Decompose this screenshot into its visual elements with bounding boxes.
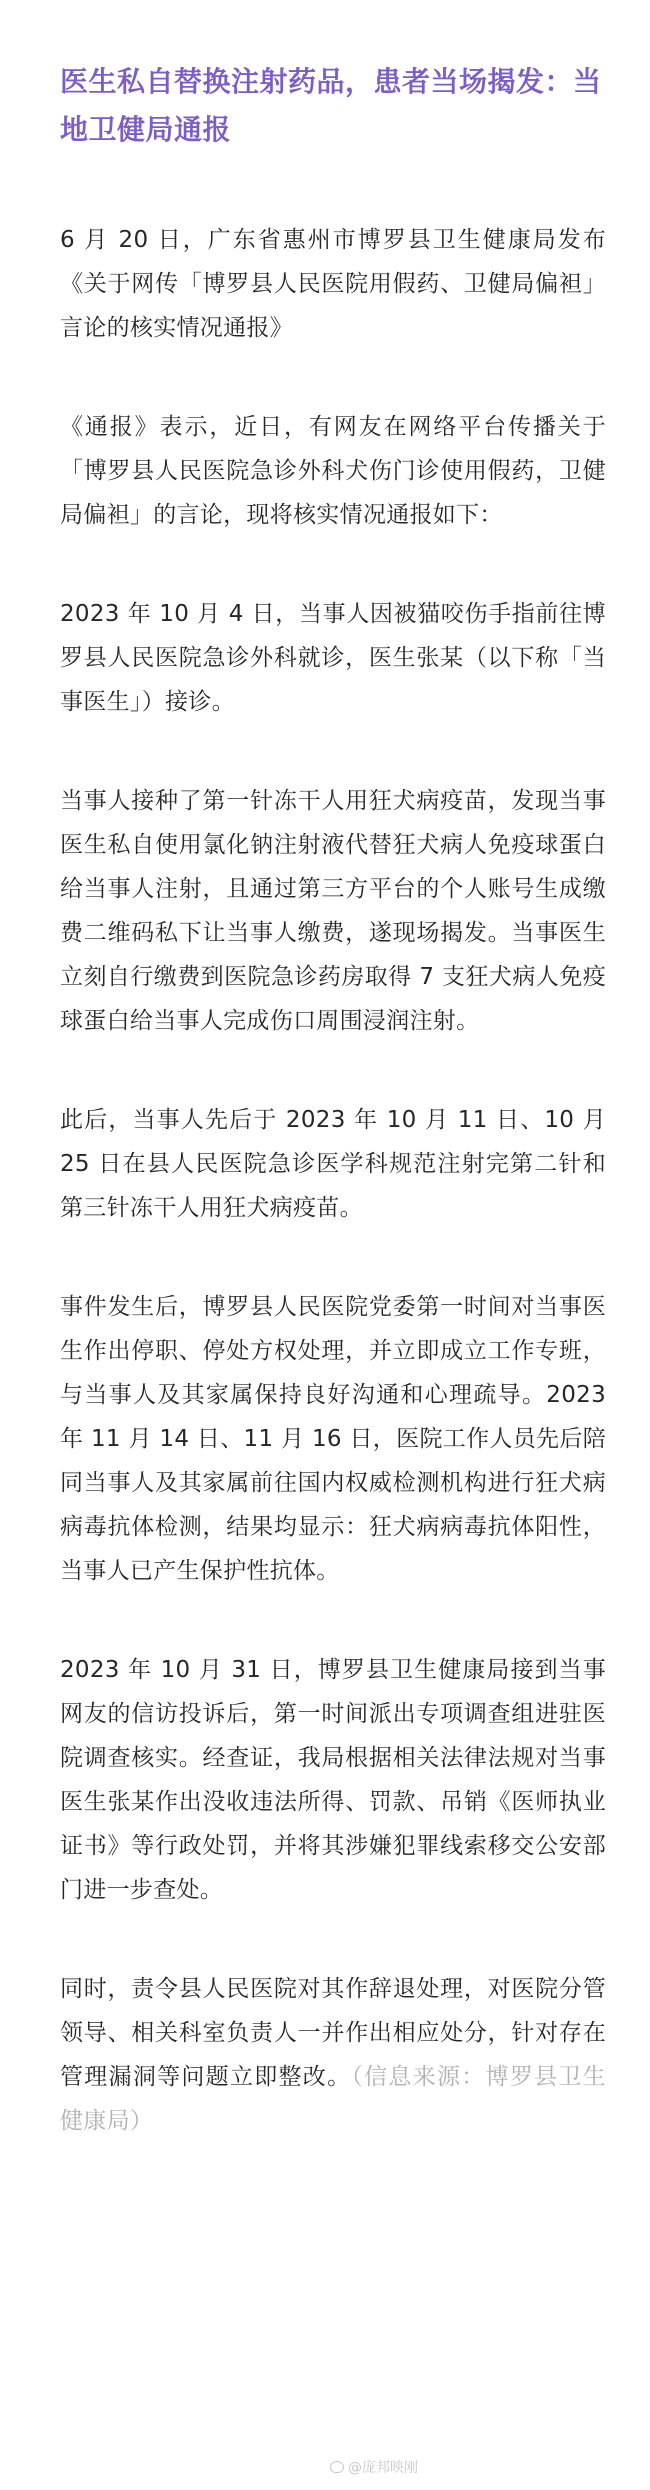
paragraph-4: 当事人接种了第一针冻干人用狂犬病疫苗，发现当事医生私自使用氯化钠注射液代替狂犬病人免疫球蛋白给当事人注射，且通过第三方平台的个人账号生成缴费二维码私下让当事人缴费，遂现场揭发。当事医生立刻自行缴费到医院急诊药房取得 7 支狂犬病人免疫球蛋白给当事人完成伤口周围浸润注射。 [60, 788, 606, 1034]
paragraph-7: 2023 年 10 月 31 日，博罗县卫生健康局接到当事网友的信访投诉后，第一时间派出专项调查组进驻医院调查核实。经查证，我局根据相关法律法规对当事医生张某作出没收违法所得、罚款、吊销《医师执业证书》等行政处罚，并将其涉嫌犯罪线索移交公安部门进一步查处。 [60, 1657, 606, 1903]
paragraph-6: 事件发生后，博罗县人民医院党委第一时间对当事医生作出停职、停处方权处理，并立即成立工作专班，与当事人及其家属保持良好沟通和心理疏导。2023 年 11 月 14 日、11 月 16 日，医院工作人员先后陪同当事人及其家属前往国内权威检测机构进行狂犬病病毒抗体检测，结果均显示：狂犬病病毒抗体阳性，当事人已产生保护性抗体。 [60, 1294, 606, 1584]
article-body [60, 218, 606, 2143]
paragraph-5: 此后，当事人先后于 2023 年 10 月 11 日、10 月 25 日在县人民医院急诊医学科规范注射完第二针和第三针冻干人用狂犬病疫苗。 [60, 1107, 606, 1221]
paragraph-1: 6 月 20 日，广东省惠州市博罗县卫生健康局发布《关于网传「博罗县人民医院用假药、卫健局偏袒」言论的核实情况通报》 [60, 227, 606, 341]
weibo-watermark [330, 2458, 418, 2478]
final-paragraph-text: 同时，责令县人民医院对其作辞退处理，对医院分管领导、相关科室负责人一并作出相应处分，针对存在管理漏洞等问题立即整改。 [60, 1976, 606, 2090]
source-note: （信息来源：博罗县卫生健康局） [60, 2064, 606, 2134]
watermark-text: @庞邦映刚 [348, 2460, 418, 2476]
article-title: 医生私自替换注射药品，患者当场揭发：当地卫健局通报 [60, 65, 602, 146]
paragraph-2: 《通报》表示，近日，有网友在网络平台传播关于「博罗县人民医院急诊外科犬伤门诊使用假药，卫健局偏袒」的言论，现将核实情况通报如下： [60, 414, 606, 528]
weibo-icon [330, 2461, 344, 2473]
paragraph-8 [60, 1967, 606, 2143]
paragraph-3: 2023 年 10 月 4 日，当事人因被猫咬伤手指前往博罗县人民医院急诊外科就诊，医生张某（以下称「当事医生」）接诊。 [60, 601, 606, 715]
